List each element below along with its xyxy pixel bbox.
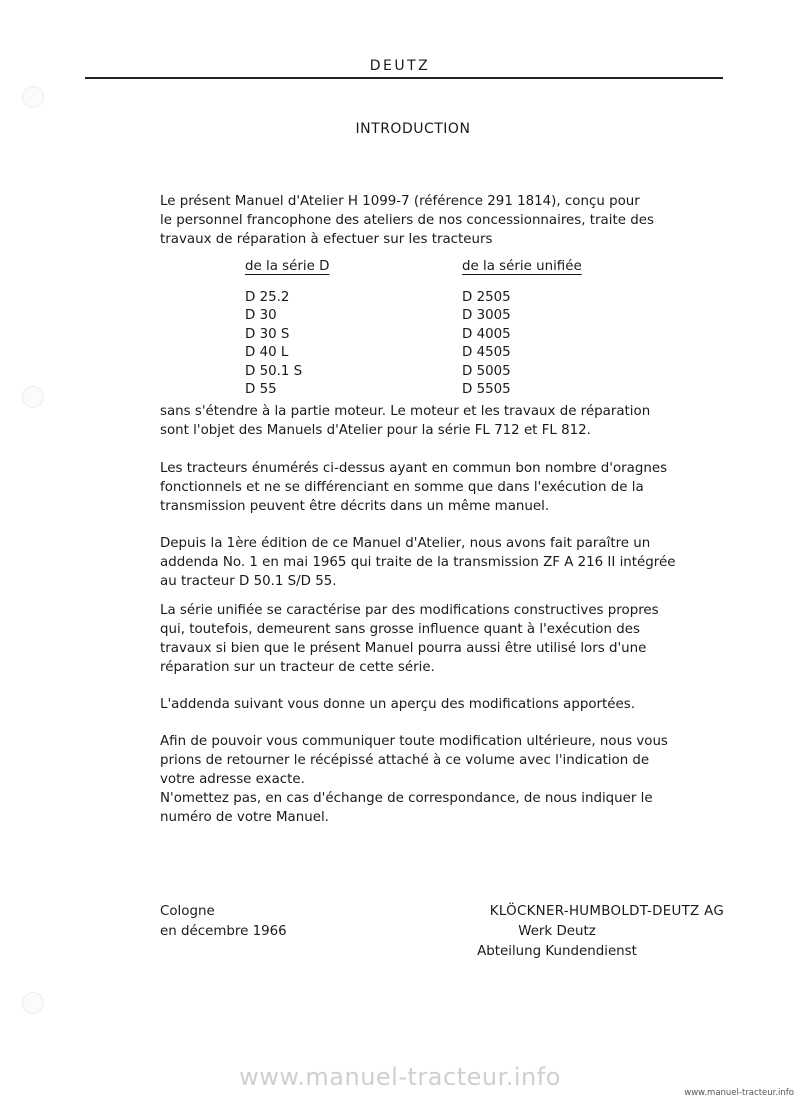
text-line: La série unifiée se caractérise par des modifications constructives propres	[160, 603, 659, 618]
text-line: prions de retourner le récépissé attaché à ce volume avec l'indication de	[160, 753, 650, 768]
paragraph-receipt	[160, 732, 720, 827]
footer-place: Cologne	[160, 904, 215, 919]
series-unified-item: D 4505	[462, 345, 511, 360]
series-d-item: D 55	[245, 382, 277, 397]
text-line: fonctionnels et ne se différenciant en somme que dans l'exécution de la	[160, 480, 644, 495]
series-unified-column	[462, 258, 598, 400]
text-line: réparation sur un tracteur de cette série.	[160, 660, 435, 675]
text-line: N'omettez pas, en cas d'échange de correspondance, de nous indiquer le	[160, 791, 653, 806]
text-line: travaux si bien que le présent Manuel pourra aussi être utilisé lors d'une	[160, 641, 647, 656]
footer-place-date	[160, 902, 287, 942]
punch-hole-middle	[22, 386, 44, 408]
company-name: KLÖCKNER-HUMBOLDT-DEUTZ AG	[489, 904, 724, 919]
company-department: Abteilung Kundendienst	[477, 944, 637, 959]
text-line: Afin de pouvoir vous communiquer toute modification ultérieure, nous vous	[160, 734, 668, 749]
text-line: Les tracteurs énumérés ci-dessus ayant en commun bon nombre d'oragnes	[160, 461, 668, 476]
company-works: Werk Deutz	[518, 924, 596, 939]
text-line: Depuis la 1ère édition de ce Manuel d'Atelier, nous avons fait paraître un	[160, 536, 651, 551]
page-title: INTRODUCTION	[355, 121, 471, 137]
series-unified-item: D 4005	[462, 326, 511, 342]
text-line: transmission peuvent être décrits dans un même manuel.	[160, 499, 550, 514]
series-d-item: D 40 L	[245, 345, 289, 360]
series-d-item: D 30	[245, 308, 277, 323]
series-unified-item: D 5005	[462, 363, 511, 379]
series-d-column	[245, 258, 329, 400]
text-line: le personnel francophone des ateliers de nos concessionnaires, traite des	[160, 213, 654, 228]
series-d-item: D 50.1 S	[245, 363, 303, 379]
paragraph-common-parts	[160, 459, 720, 516]
text-line: sont l'objet des Manuels d'Atelier pour la série FL 712 et FL 812.	[160, 423, 591, 438]
punch-hole-bottom	[22, 992, 44, 1014]
paragraph-engine-scope	[160, 402, 720, 440]
intro-paragraph	[160, 192, 720, 249]
text-line: addenda No. 1 en mai 1965 qui traite de la transmission ZF A 216 II intégrée	[160, 555, 676, 570]
text-line: L'addenda suivant vous donne un aperçu des modifications apportées.	[160, 697, 636, 712]
text-line: numéro de votre Manuel.	[160, 810, 329, 825]
text-line: sans s'étendre à la partie moteur. Le moteur et les travaux de réparation	[160, 404, 651, 419]
series-unified-header: de la série unifiée	[462, 259, 582, 274]
paragraph-addenda	[160, 534, 720, 591]
paragraph-unified-series	[160, 601, 720, 677]
watermark: www.manuel-tracteur.info	[239, 1063, 561, 1091]
punch-hole-top	[22, 86, 44, 108]
series-d-header: de la série D	[245, 259, 330, 274]
paragraph-overview	[160, 695, 720, 714]
text-line: travaux de réparation à efectuer sur les tracteurs	[160, 232, 493, 247]
series-unified-item: D 5505	[462, 382, 511, 397]
text-line: votre adresse exacte.	[160, 772, 305, 787]
series-d-item: D 30 S	[245, 326, 290, 342]
series-unified-item: D 2505	[462, 289, 511, 305]
text-line: au tracteur D 50.1 S/D 55.	[160, 574, 337, 589]
corner-url: www.manuel-tracteur.info	[684, 1088, 794, 1098]
footer-company-block	[440, 902, 724, 962]
text-line: Le présent Manuel d'Atelier H 1099-7 (référence 291 1814), conçu pour	[160, 194, 640, 209]
series-d-item: D 25.2	[245, 289, 290, 305]
header-brand: DEUTZ	[369, 58, 431, 74]
footer-date: en décembre 1966	[160, 924, 287, 939]
series-unified-item: D 3005	[462, 308, 511, 323]
text-line: qui, toutefois, demeurent sans grosse influence quant à l'exécution des	[160, 622, 640, 637]
header-rule	[85, 77, 723, 79]
